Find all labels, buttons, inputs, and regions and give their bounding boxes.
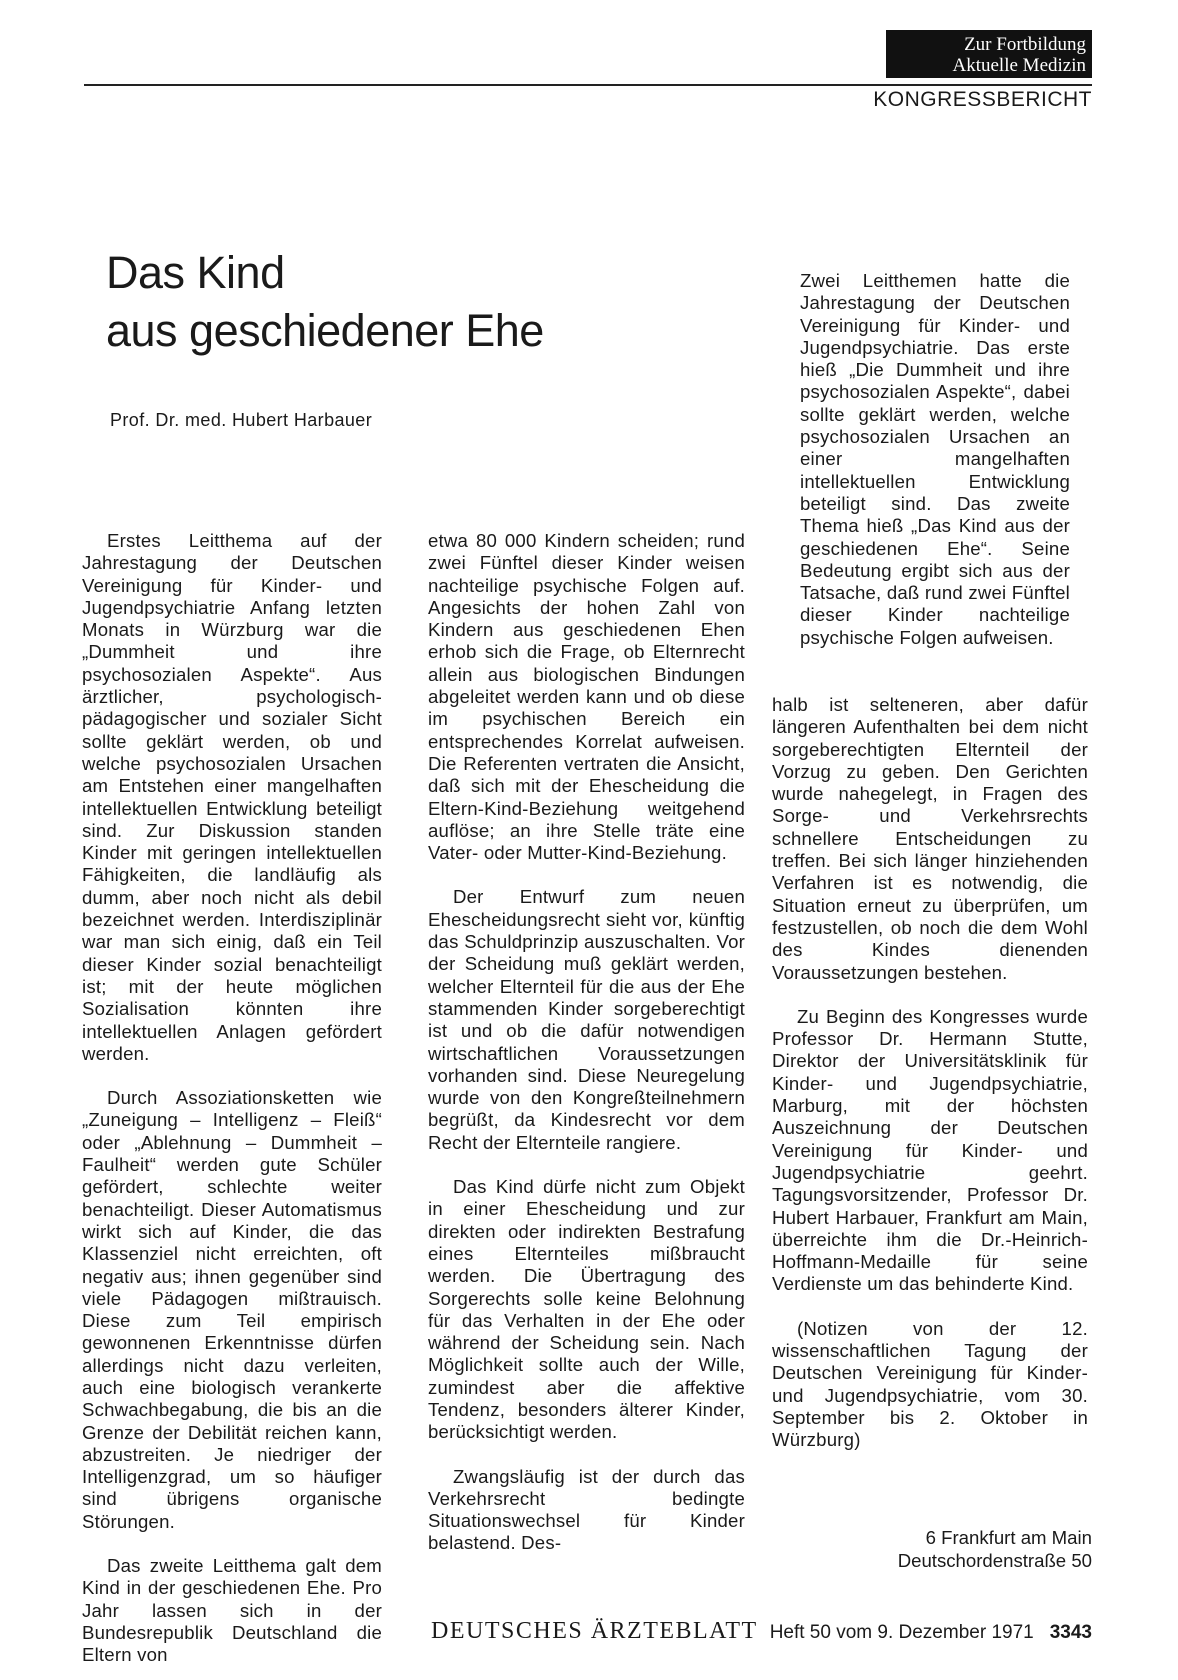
address-line-2: Deutschordenstraße 50 [897, 1550, 1092, 1571]
body-column-middle [428, 530, 745, 1555]
body-paragraph: Der Entwurf zum neuen Ehescheidungsrecht sieht vor, künftig das Schuldprinzip auszuschalten. Vor der Scheidung muß geklärt werden, welcher Elternteil für die aus der Ehe stammenden Kinder sorgeberechtigt ist und ob die dafür notwendigen wirtschaftlichen Voraussetzungen vorhanden sind. Diese Neuregelung wurde von den Kongreßteilnehmern begrüßt, da Kindesrecht vor dem Recht der Elternteile rangiere. [428, 886, 745, 1153]
journal-name: DEUTSCHES ÄRZTEBLATT [431, 1618, 758, 1644]
article-title [106, 244, 544, 360]
body-column-left [82, 530, 382, 1667]
author-byline: Prof. Dr. med. Hubert Harbauer [110, 410, 373, 430]
issue-info: Heft 50 vom 9. Dezember 1971 [769, 1622, 1034, 1643]
body-column-right [772, 694, 1088, 1452]
body-paragraph: Erstes Leitthema auf der Jahrestagung der Deutschen Vereinigung für Kinder- und Jugendpsychiatrie Anfang letzten Monats in Würzburg war die „Dummheit und ihre psychosozialen Aspekte“. Aus ärztlicher, psychologisch-pädagogischer und sozialer Sicht sollte geklärt werden, ob und welche psychosozialen Ursachen am Entstehen einer mangelhaften intellektuellen Entwicklung beteiligt sind. Zur Diskussion standen Kinder mit geringen intellektuellen Fähigkeiten, die landläufig als dumm, aber noch nicht als debil bezeichnet werden. Interdisziplinär war man sich einig, daß ein Teil dieser Kinder sozial benachteiligt ist; mit der heute möglichen Sozialisation könnten ihre intellektuellen Anlagen gefördert werden. [82, 530, 382, 1064]
section-label: KONGRESSBERICHT [873, 88, 1092, 111]
body-paragraph: Zu Beginn des Kongresses wurde Professor Dr. Hermann Stutte, Direktor der Universitätsklinik für Kinder- und Jugendpsychiatrie, Marburg, mit der höchsten Auszeichnung der Deutschen Vereinigung für Kinder- und Jugendpsychiatrie geehrt. Tagungsvorsitzender, Professor Dr. Hubert Harbauer, Frankfurt am Main, überreichte ihm die Dr.-Heinrich-Hoffmann-Medaille für seine Verdienste um das behinderte Kind. [772, 1005, 1088, 1295]
page-number: 3343 [1049, 1622, 1092, 1643]
intro-column [800, 270, 1070, 649]
body-paragraph: Zwangsläufig ist der durch das Verkehrsrecht bedingte Situationswechsel für Kinder belastend. Des- [428, 1465, 745, 1554]
title-line-2: aus geschiedener Ehe [106, 305, 544, 356]
title-line-1: Das Kind [106, 247, 285, 298]
body-paragraph: etwa 80 000 Kindern scheiden; rund zwei Fünftel dieser Kinder weisen nachteilige psychische Folgen auf. Angesichts der hohen Zahl von Kindern aus geschiedenen Ehen erhob sich die Frage, ob Elternrecht allein aus biologischen Bindungen abgeleitet werden kann und ob diese im psychischen Bereich ein entsprechendes Korrelat aufweisen. Die Referenten vertraten die Ansicht, daß sich mit der Ehescheidung die Eltern-Kind-Beziehung weitgehend auflöse; an ihre Stelle träte eine Vater- oder Mutter-Kind-Beziehung. [428, 530, 745, 864]
address-line-1: 6 Frankfurt am Main [925, 1527, 1092, 1548]
body-paragraph: (Notizen von der 12. wissenschaftlichen Tagung der Deutschen Vereinigung für Kinder- und Jugendpsychiatrie, vom 30. September bis 2. Oktober in Würzburg) [772, 1317, 1088, 1451]
intro-paragraph: Zwei Leitthemen hatte die Jahrestagung der Deutschen Vereinigung für Kinder- und Jugendpsychiatrie. Das erste hieß „Die Dummheit und ihre psychosozialen Aspekte“, dabei sollte geklärt werden, welche psychosozialen Ursachen an einer mangelhaften intellektuellen Entwicklung beteiligt sind. Das zweite Thema hieß „Das Kind aus der geschiedenen Ehe“. Seine Bedeutung ergibt sich aus der Tatsache, daß rund zwei Fünftel dieser Kinder nachteilige psychische Folgen aufweisen. [800, 270, 1070, 648]
badge-line-2: Aktuelle Medizin [952, 55, 1086, 76]
header-rule [84, 84, 1092, 86]
body-paragraph: Das zweite Leitthema galt dem Kind in der geschiedenen Ehe. Pro Jahr lassen sich in der Bundesrepublik Deutschland die Eltern von [82, 1555, 382, 1666]
section-badge [886, 30, 1092, 78]
author-address [898, 1526, 1092, 1572]
body-paragraph: halb ist selteneren, aber dafür längeren Aufenthalten bei dem nicht sorgeberechtigten Elternteil der Vorzug zu geben. Den Gerichten wurde nahegelegt, in Fragen des Sorge- und Verkehrsrechts schnellere Entscheidungen zu treffen. Bei sich länger hinziehenden Verfahren ist es notwendig, die Situation erneut zu überprüfen, um festzustellen, ob noch die dem Wohl des Kindes dienenden Voraussetzungen bestehen. [772, 694, 1088, 983]
badge-line-1: Zur Fortbildung [964, 34, 1086, 55]
body-paragraph: Durch Assoziationsketten wie „Zuneigung – Intelligenz – Fleiß“ oder „Ablehnung – Dummheit – Faulheit“ werden gute Schüler gefördert, schlechte weiter benachteiligt. Dieser Automatismus wirkt sich auf Kinder, die das Klassenziel nicht erreichten, oft negativ aus; ihnen gegenüber sind viele Pädagogen mißtrauisch. Diese zum Teil empirisch gewonnenen Erkenntnisse dürfen allerdings nicht dazu verleiten, auch eine biologisch verankerte Schwachbegabung, die bis an die Grenze der Debilität reichen kann, abzustreiten. Je niedriger der Intelligenzgrad, um so häufiger sind übrigens organische Störungen. [82, 1087, 382, 1532]
body-paragraph: Das Kind dürfe nicht zum Objekt in einer Ehescheidung und zur direkten oder indirekten Bestrafung eines Elternteiles mißbraucht werden. Die Übertragung des Sorgerechts solle keine Belohnung für das Verhalten in der Ehe oder während der Scheidung sein. Nach Möglichkeit sollte auch der Wille, zumindest aber die affektive Tendenz, besonders älterer Kinder, berücksichtigt werden. [428, 1176, 745, 1443]
page-footer [431, 1618, 1092, 1645]
